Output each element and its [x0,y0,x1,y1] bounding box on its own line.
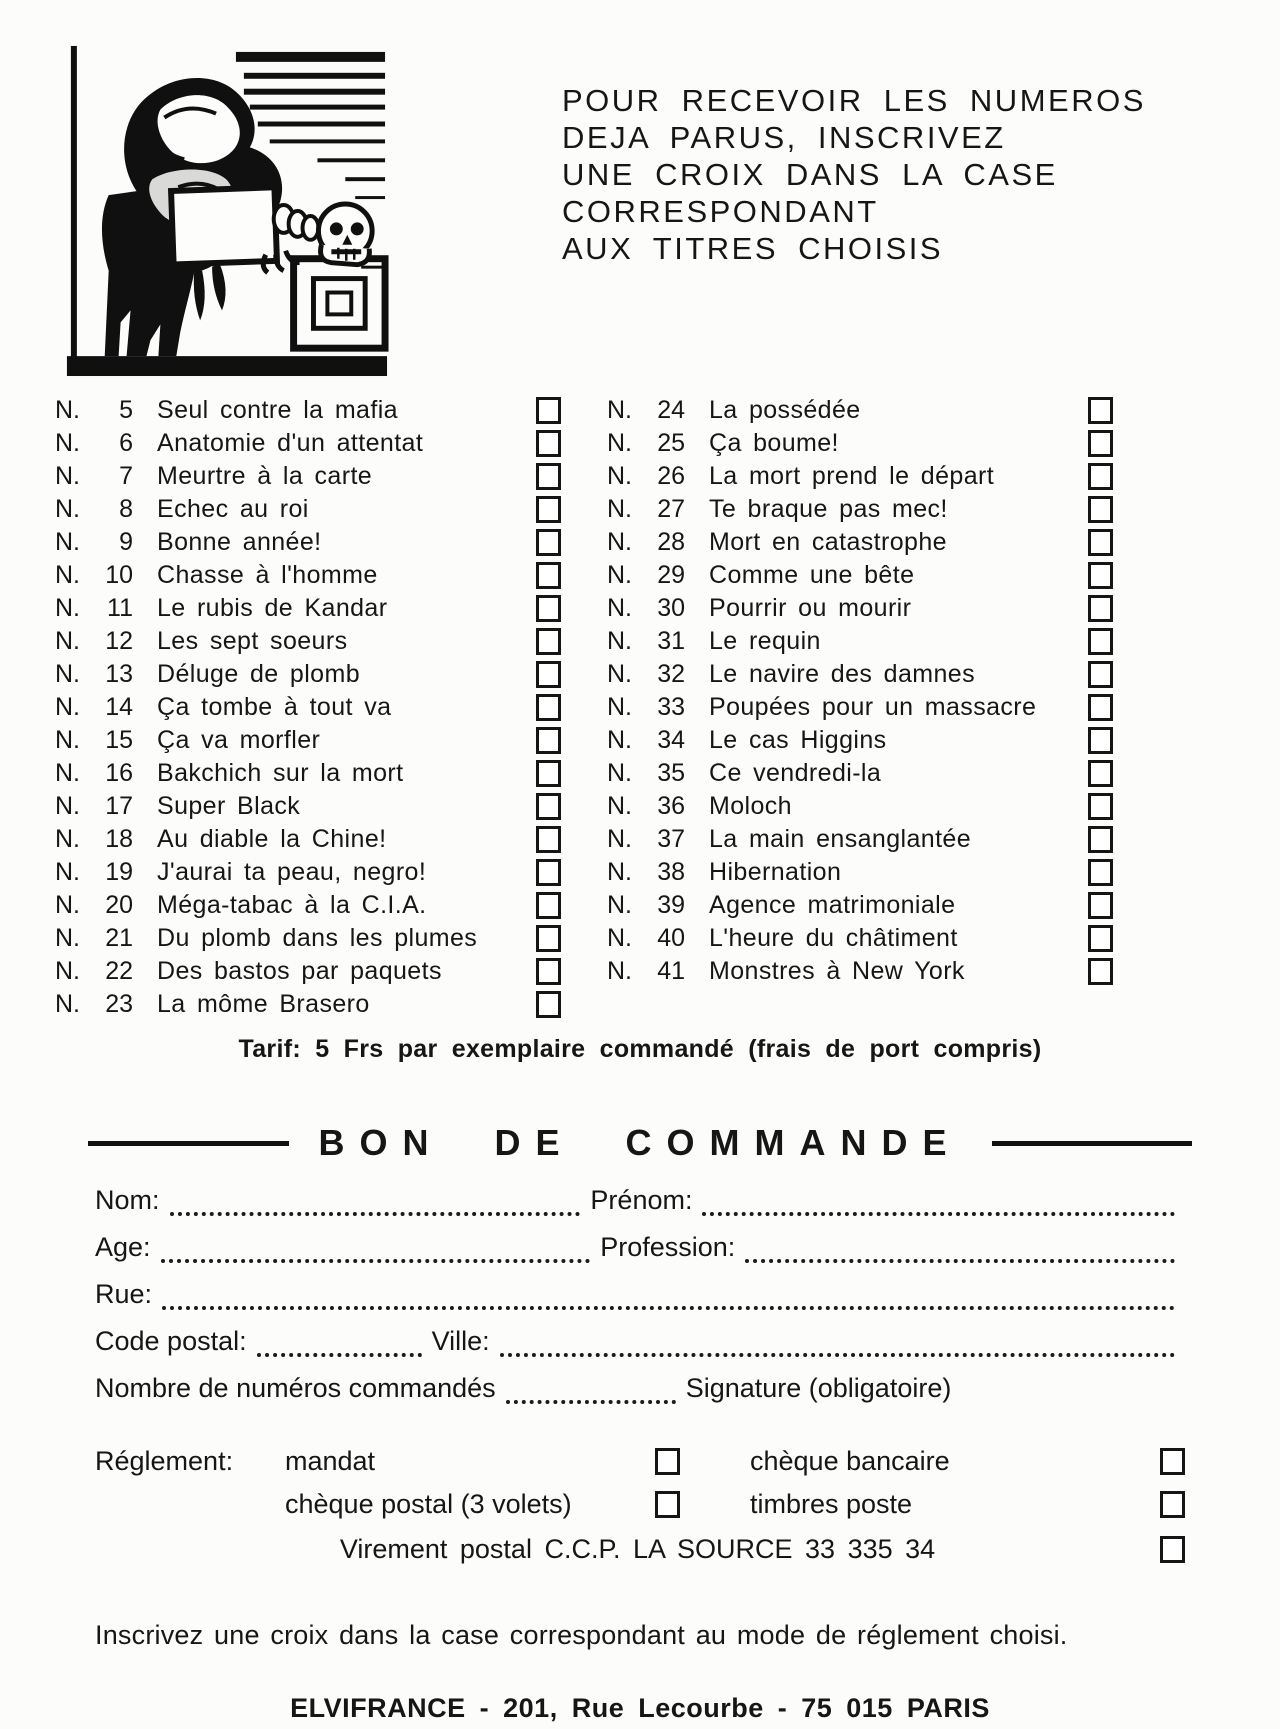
instruction-line: AUX TITRES CHOISIS [562,231,944,266]
checkbox-n41[interactable] [1088,958,1113,985]
cheque-bancaire-label: chèque bancaire [750,1446,950,1476]
form-row-nom-prenom [95,1185,1185,1216]
checkbox-n21[interactable] [536,925,561,952]
catalog-number: 10 [105,561,133,589]
catalog-number: 29 [657,561,685,589]
checkbox-n14[interactable] [536,694,561,721]
catalog-n-prefix: N. [55,759,80,787]
catalog-n-prefix: N. [55,693,80,721]
catalog-row [55,592,561,625]
catalog-n-prefix: N. [55,396,80,424]
catalog-column-left [55,394,561,1021]
catalog-number: 20 [105,891,133,919]
catalog-title: Poupées pour un massacre [709,693,1037,721]
catalog-number: 18 [105,825,133,853]
form-row-rue [95,1279,1185,1310]
catalog-row [55,658,561,691]
checkbox-n5[interactable] [536,397,561,424]
checkbox-n23[interactable] [536,991,561,1018]
nom-label: Nom: [95,1185,160,1215]
catalog [55,394,1113,1021]
catalog-n-prefix: N. [607,594,632,622]
catalog-number: 34 [657,726,685,754]
instruction-line: CORRESPONDANT [562,194,879,229]
catalog-title: Le rubis de Kandar [157,594,388,622]
catalog-title: Le cas Higgins [709,726,887,754]
catalog-number: 25 [657,429,685,457]
catalog-n-prefix: N. [55,726,80,754]
rue-input-line[interactable] [162,1286,1175,1310]
nombre-input-line[interactable] [506,1380,676,1404]
catalog-title: Te braque pas mec! [709,495,948,523]
timbres-poste-label: timbres poste [750,1489,913,1519]
catalog-number: 17 [105,792,133,820]
catalog-n-prefix: N. [55,462,80,490]
ville-label: Ville: [431,1326,490,1356]
catalog-row [55,625,561,658]
catalog-row [607,526,1113,559]
checkbox-n9[interactable] [536,529,561,556]
catalog-number: 5 [119,396,133,424]
catalog-row [55,394,561,427]
catalog-n-prefix: N. [607,627,632,655]
catalog-n-prefix: N. [607,858,632,886]
checkbox-n16[interactable] [536,760,561,787]
catalog-title: Au diable la Chine! [157,825,387,853]
catalog-row [55,460,561,493]
catalog-n-prefix: N. [607,528,632,556]
checkbox-cheque-postal[interactable] [655,1491,680,1518]
catalog-row [607,394,1113,427]
reglement-section [95,1446,1185,1562]
checkbox-n33[interactable] [1088,694,1113,721]
catalog-number: 28 [657,528,685,556]
ground-bar [67,356,387,376]
catalog-number: 11 [107,594,133,622]
catalog-n-prefix: N. [55,495,80,523]
catalog-title: Agence matrimoniale [709,891,956,919]
catalog-title: Ça tombe à tout va [157,693,392,721]
catalog-n-prefix: N. [607,825,632,853]
catalog-row [55,526,561,559]
checkbox-n11[interactable] [536,595,561,622]
catalog-title: Ce vendredi-la [709,759,882,787]
nom-input-line[interactable] [170,1192,581,1216]
catalog-row [607,922,1113,955]
checkbox-mandat[interactable] [655,1448,680,1475]
reglement-label: Réglement: [95,1446,234,1476]
concentric-frames-icon [294,259,385,348]
catalog-title: Bonne année! [157,528,322,556]
catalog-title: La mort prend le départ [709,462,995,490]
catalog-row [607,493,1113,526]
catalog-n-prefix: N. [607,693,632,721]
form-row-codepostal-ville [95,1326,1185,1357]
profession-input-line[interactable] [745,1239,1175,1263]
catalog-number: 16 [105,759,133,787]
catalog-number: 15 [105,726,133,754]
checkbox-n15[interactable] [536,727,561,754]
checkbox-n20[interactable] [536,892,561,919]
tarif-line: Tarif: 5 Frs par exemplaire commandé (frais de port compris) [238,1035,1042,1063]
catalog-number: 39 [657,891,685,919]
catalog-row [55,856,561,889]
catalog-title: La môme Brasero [157,990,370,1018]
catalog-number: 40 [657,924,685,952]
catalog-n-prefix: N. [607,396,632,424]
catalog-n-prefix: N. [607,561,632,589]
catalog-row [607,856,1113,889]
catalog-number: 30 [657,594,685,622]
catalog-n-prefix: N. [55,528,80,556]
checkbox-n19[interactable] [536,859,561,886]
order-form-fields [95,1185,1185,1404]
catalog-title: Seul contre la mafia [157,396,398,424]
catalog-row [607,757,1113,790]
catalog-n-prefix: N. [55,594,80,622]
code-postal-label: Code postal: [95,1326,247,1356]
catalog-title: Le navire des damnes [709,660,975,688]
catalog-number: 26 [657,462,685,490]
top-section [0,0,1280,378]
catalog-title: Pourrir ou mourir [709,594,912,622]
checkbox-n37[interactable] [1088,826,1113,853]
catalog-title: Ça va morfler [157,726,321,754]
catalog-n-prefix: N. [607,495,632,523]
catalog-row [607,460,1113,493]
instruction-line: POUR RECEVOIR LES NUMEROS [562,83,1146,118]
sign-box [171,187,277,264]
checkbox-cheque-bancaire[interactable] [1160,1448,1185,1475]
horror-illustration [60,40,390,378]
prenom-input-line[interactable] [702,1192,1175,1216]
order-form-heading [88,1122,1192,1164]
catalog-n-prefix: N. [607,429,632,457]
catalog-row [607,790,1113,823]
catalog-n-prefix: N. [55,858,80,886]
catalog-n-prefix: N. [607,792,632,820]
publisher-address: ELVIFRANCE - 201, Rue Lecourbe - 75 015 PARIS [290,1693,990,1723]
catalog-number: 38 [657,858,685,886]
catalog-title: Moloch [709,792,792,820]
form-row-nombre-signature [95,1373,1185,1404]
catalog-n-prefix: N. [55,957,80,985]
catalog-row [607,724,1113,757]
cheque-postal-label: chèque postal (3 volets) [285,1489,572,1519]
code-postal-input-line[interactable] [257,1333,422,1357]
reglement-row-1 [95,1446,1185,1474]
checkbox-n40[interactable] [1088,925,1113,952]
catalog-row [55,559,561,592]
catalog-n-prefix: N. [55,561,80,589]
catalog-title: Le requin [709,627,821,655]
catalog-number: 22 [105,957,133,985]
checkbox-n38[interactable] [1088,859,1113,886]
heading-rule-right [992,1141,1193,1146]
catalog-n-prefix: N. [55,924,80,952]
catalog-column-right [607,394,1113,1021]
reglement-note: Inscrivez une croix dans la case correspondant au mode de réglement choisi. [95,1620,1068,1650]
catalog-title: Mort en catastrophe [709,528,947,556]
instruction-line: UNE CROIX DANS LA CASE [562,157,1058,192]
catalog-title: J'aurai ta peau, negro! [157,858,427,886]
catalog-row [607,889,1113,922]
catalog-row [607,658,1113,691]
catalog-n-prefix: N. [607,759,632,787]
catalog-row [607,955,1113,988]
checkbox-n12[interactable] [536,628,561,655]
skull-icon [318,204,372,265]
catalog-n-prefix: N. [607,462,632,490]
rue-label: Rue: [95,1279,153,1309]
frame-line [71,46,77,372]
catalog-title: L'heure du châtiment [709,924,958,952]
catalog-title: Ça boume! [709,429,839,457]
catalog-number: 12 [105,627,133,655]
checkbox-n18[interactable] [536,826,561,853]
checkbox-n26[interactable] [1088,463,1113,490]
virement-label: Virement postal C.C.P. LA SOURCE 33 335 34 [339,1534,936,1564]
ville-input-line[interactable] [500,1333,1175,1357]
order-form-title: BON DE COMMANDE [318,1122,962,1163]
catalog-number: 36 [657,792,685,820]
checkbox-n27[interactable] [1088,496,1113,523]
catalog-title: Les sept soeurs [157,627,348,655]
catalog-number: 24 [657,396,685,424]
checkbox-n8[interactable] [536,496,561,523]
catalog-row [55,823,561,856]
checkbox-n24[interactable] [1088,397,1113,424]
catalog-n-prefix: N. [55,891,80,919]
checkbox-n34[interactable] [1088,727,1113,754]
catalog-row [55,889,561,922]
catalog-row [55,955,561,988]
catalog-number: 13 [105,660,133,688]
catalog-n-prefix: N. [607,726,632,754]
signature-label: Signature (obligatoire) [685,1373,952,1403]
catalog-n-prefix: N. [607,891,632,919]
catalog-n-prefix: N. [55,792,80,820]
catalog-title: Comme une bête [709,561,915,589]
catalog-row [607,625,1113,658]
catalog-row [55,922,561,955]
checkbox-n36[interactable] [1088,793,1113,820]
checkbox-n30[interactable] [1088,595,1113,622]
prenom-label: Prénom: [590,1185,693,1215]
catalog-number: 21 [105,924,133,952]
reglement-row-2 [95,1489,1185,1517]
instructions [562,82,1146,378]
catalog-title: Déluge de plomb [157,660,361,688]
catalog-title: Chasse à l'homme [157,561,378,589]
checkbox-n25[interactable] [1088,430,1113,457]
catalog-title: Monstres à New York [709,957,965,985]
catalog-title: Hibernation [709,858,842,886]
catalog-title: Des bastos par paquets [157,957,442,985]
catalog-title: Du plomb dans les plumes [157,924,478,952]
catalog-title: Bakchich sur la mort [157,759,404,787]
reglement-row-virement [95,1534,1185,1562]
nombre-label: Nombre de numéros commandés [95,1373,496,1403]
catalog-n-prefix: N. [607,957,632,985]
catalog-number: 27 [657,495,685,523]
age-input-line[interactable] [161,1239,591,1263]
heading-rule-left [88,1141,289,1146]
catalog-row [55,757,561,790]
catalog-n-prefix: N. [607,660,632,688]
catalog-row [55,724,561,757]
catalog-row [607,823,1113,856]
catalog-number: 32 [657,660,685,688]
catalog-number: 6 [119,429,133,457]
catalog-row [607,691,1113,724]
catalog-title: Méga-tabac à la C.I.A. [157,891,427,919]
checkbox-timbres-poste[interactable] [1160,1491,1185,1518]
catalog-number: 19 [105,858,133,886]
checkbox-virement[interactable] [1160,1536,1185,1563]
catalog-n-prefix: N. [55,825,80,853]
catalog-row [55,493,561,526]
catalog-number: 7 [119,462,133,490]
catalog-number: 37 [657,825,685,853]
catalog-n-prefix: N. [55,660,80,688]
checkbox-n22[interactable] [536,958,561,985]
catalog-number: 41 [657,957,685,985]
mandat-label: mandat [285,1446,376,1476]
catalog-number: 31 [657,627,685,655]
catalog-title: Anatomie d'un attentat [157,429,424,457]
catalog-title: Super Black [157,792,301,820]
catalog-title: La main ensanglantée [709,825,972,853]
checkbox-n7[interactable] [536,463,561,490]
catalog-row [607,592,1113,625]
catalog-number: 8 [119,495,133,523]
checkbox-n28[interactable] [1088,529,1113,556]
form-row-age-profession [95,1232,1185,1263]
catalog-row [55,988,561,1021]
catalog-title: La possédée [709,396,861,424]
catalog-number: 9 [119,528,133,556]
catalog-number: 14 [105,693,133,721]
catalog-row [55,790,561,823]
catalog-number: 33 [657,693,685,721]
catalog-n-prefix: N. [55,990,80,1018]
checkbox-n29[interactable] [1088,562,1113,589]
age-label: Age: [95,1232,151,1262]
catalog-row [55,691,561,724]
catalog-title: Echec au roi [157,495,309,523]
instruction-line: DEJA PARUS, INSCRIVEZ [562,120,1006,155]
catalog-n-prefix: N. [607,924,632,952]
catalog-title: Meurtre à la carte [157,462,373,490]
catalog-row [607,427,1113,460]
checkbox-n17[interactable] [536,793,561,820]
catalog-n-prefix: N. [55,627,80,655]
checkbox-n10[interactable] [536,562,561,589]
catalog-row [607,559,1113,592]
catalog-number: 23 [105,990,133,1018]
catalog-number: 35 [657,759,685,787]
checkbox-n32[interactable] [1088,661,1113,688]
catalog-n-prefix: N. [55,429,80,457]
profession-label: Profession: [600,1232,736,1262]
checkbox-n39[interactable] [1088,892,1113,919]
catalog-row [55,427,561,460]
checkbox-n6[interactable] [536,430,561,457]
checkbox-n31[interactable] [1088,628,1113,655]
checkbox-n13[interactable] [536,661,561,688]
checkbox-n35[interactable] [1088,760,1113,787]
